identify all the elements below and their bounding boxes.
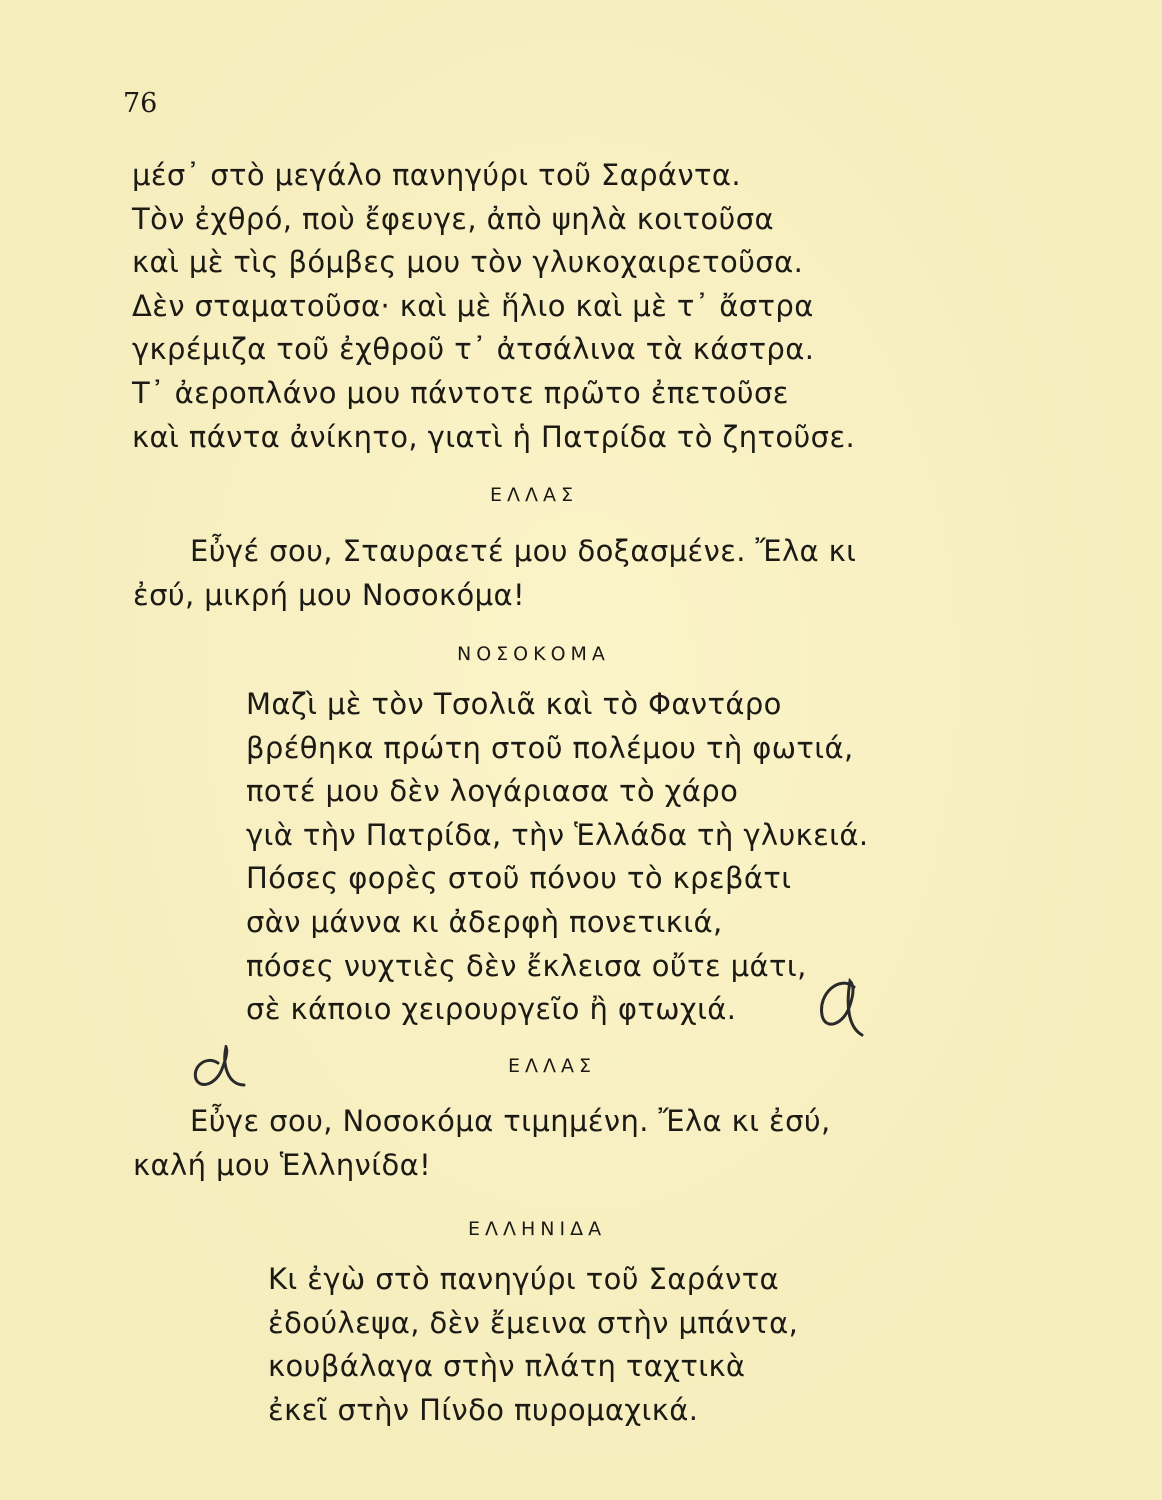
verse-line: Μαζὶ μὲ τὸν Τσολιᾶ καὶ τὸ Φαντάρο: [246, 687, 782, 721]
verse-line: μέσ᾽ στὸ μεγάλο πανηγύρι τοῦ Σαράντα.: [132, 158, 742, 192]
verse-line: βρέθηκα πρώτη στοῦ πολέμου τὴ φωτιά,: [246, 730, 854, 765]
speaker-heading-ellas: ΕΛΛΑΣ: [508, 1055, 597, 1077]
prose-block-2: [133, 1100, 831, 1187]
speaker-heading-ellas: ΕΛΛΑΣ: [490, 484, 579, 506]
verse-line: ποτέ μου δὲν λογάριασα τὸ χάρο: [246, 774, 739, 809]
verse-line: ἐδούλεψα, δὲν ἔμεινα στὴν μπάντα,: [268, 1305, 799, 1340]
verse-line: Κι ἐγὼ στὸ πανηγύρι τοῦ Σαράντα: [268, 1262, 780, 1296]
verse-line: κουβάλαγα στὴν πλάτη ταχτικὰ: [268, 1349, 746, 1384]
page-number: 76: [123, 88, 158, 119]
handwritten-alpha-mark: [188, 1045, 248, 1095]
verse-line: Τὸν ἐχθρό, ποὺ ἔφευγε, ἀπὸ ψηλὰ κοιτοῦσα: [132, 201, 775, 236]
verse-line: Δὲν σταματοῦσα· καὶ μὲ ἥλιο καὶ μὲ τ᾽ ἄστρα: [132, 288, 814, 323]
verse-line: Τ᾽ ἀεροπλάνο μου πάντοτε πρῶτο ἐπετοῦσε: [132, 375, 789, 410]
verse-line: σὰν μάννα κι ἀδερφὴ πονετικιά,: [246, 904, 723, 939]
prose-line: Εὖγε σου, Νοσοκόμα τιμημένη. Ἔλα κι ἐσύ,: [190, 1104, 831, 1138]
verse-line: καὶ μὲ τὶς βόμβες μου τὸν γλυκοχαιρετοῦσα.: [132, 245, 804, 280]
speaker-heading-ellinida: ΕΛΛΗΝΙΔΑ: [468, 1218, 607, 1240]
prose-block-1: [133, 530, 856, 617]
verse-block-2: [246, 683, 869, 1032]
verse-line: γιὰ τὴν Πατρίδα, τὴν Ἑλλάδα τὴ γλυκειά.: [246, 817, 869, 852]
prose-line: καλή μου Ἑλληνίδα!: [133, 1147, 432, 1182]
verse-block-1: [132, 154, 855, 459]
verse-line: Πόσες φορὲς στοῦ πόνου τὸ κρεβάτι: [246, 861, 792, 896]
prose-line: Εὖγέ σου, Σταυραετέ μου δοξασμένε. Ἔλα κι: [190, 534, 857, 568]
verse-line: πόσες νυχτιὲς δὲν ἔκλεισα οὔτε μάτι,: [246, 948, 807, 983]
verse-line: ἐκεῖ στὴν Πίνδο πυρομαχικά.: [268, 1392, 699, 1427]
verse-line: γκρέμιζα τοῦ ἐχθροῦ τ᾽ ἀτσάλινα τὰ κάστρα.: [132, 332, 815, 367]
handwritten-alpha-mark: [810, 975, 870, 1045]
speaker-heading-nosokoma: ΝΟΣΟΚΟΜΑ: [457, 643, 610, 665]
verse-line: καὶ πάντα ἀνίκητο, γιατὶ ἡ Πατρίδα τὸ ζητοῦσε.: [132, 419, 856, 454]
verse-line: σὲ κάποιο χειρουργεῖο ἢ φτωχιά.: [246, 992, 737, 1027]
prose-line: ἐσύ, μικρή μου Νοσοκόμα!: [133, 577, 526, 612]
verse-block-3: [268, 1258, 798, 1432]
